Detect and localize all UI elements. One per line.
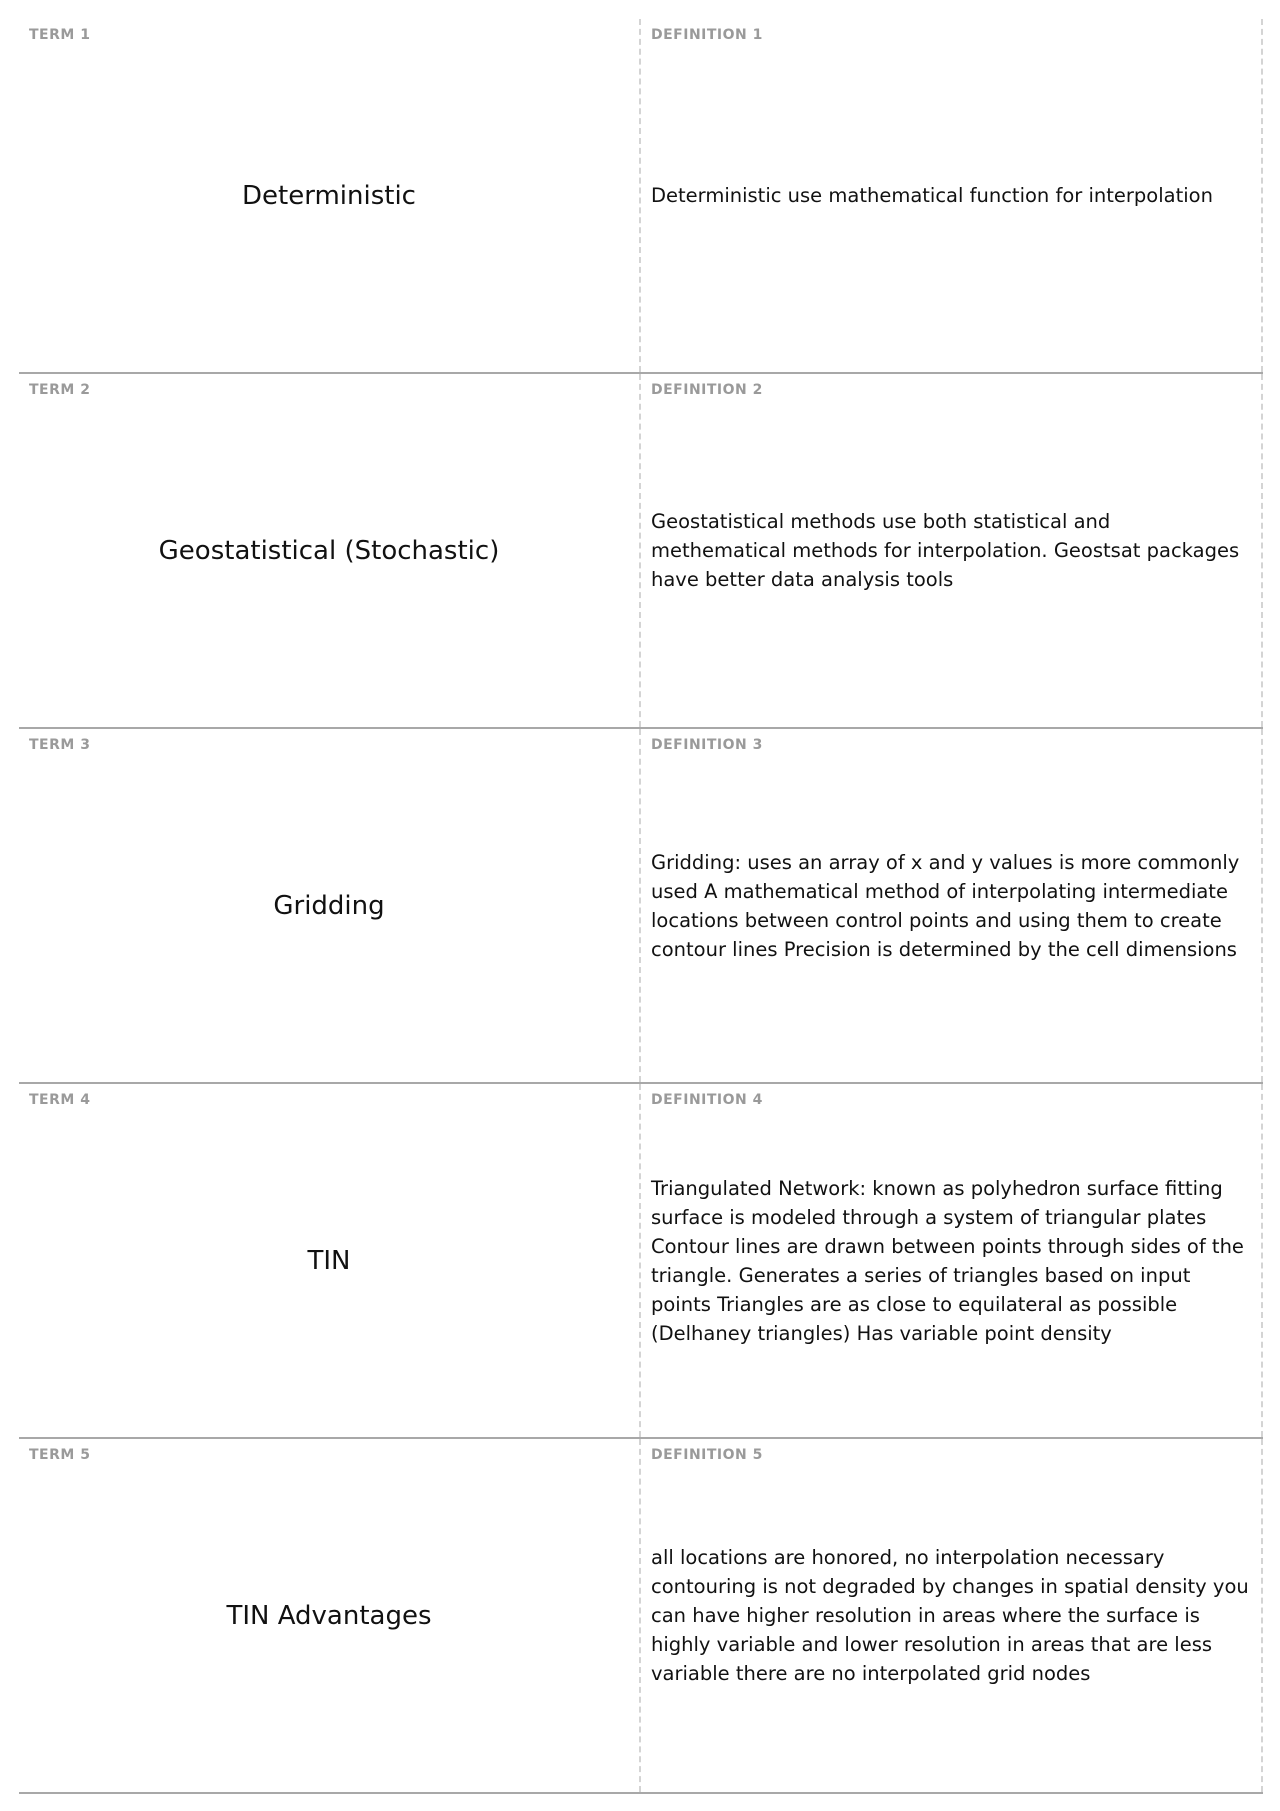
- flashcard-row: [19, 1084, 1263, 1439]
- definition-text: all locations are honored, no interpolation necessary contouring is not degraded by changes in spatial density you can have higher resolution in areas where the surface is highly variable and lower resolution in areas that are less variable there are no interpolated grid nodes: [651, 1546, 1249, 1685]
- flashcard-sheet: [19, 19, 1263, 1794]
- term-label: TERM 2: [29, 382, 91, 398]
- definition-label: DEFINITION 2: [651, 382, 763, 398]
- definition-label: DEFINITION 4: [651, 1092, 763, 1108]
- term-text: Gridding: [273, 890, 385, 921]
- term-cell: [19, 19, 641, 372]
- definition-text: Geostatistical methods use both statistical and methematical methods for interpolation. Geostsat packages have better data analysis tools: [651, 510, 1240, 591]
- term-label: TERM 3: [29, 737, 91, 753]
- definition-text-container: [651, 1439, 1251, 1792]
- definition-label: DEFINITION 1: [651, 27, 763, 43]
- definition-cell: [641, 1439, 1263, 1792]
- flashcard-row: [19, 374, 1263, 729]
- definition-text-container: [651, 19, 1251, 372]
- term-cell: [19, 1439, 641, 1792]
- term-cell: [19, 374, 641, 727]
- term-label: TERM 5: [29, 1447, 91, 1463]
- definition-cell: [641, 1084, 1263, 1437]
- definition-cell: [641, 729, 1263, 1082]
- definition-label: DEFINITION 5: [651, 1447, 763, 1463]
- term-cell: [19, 1084, 641, 1437]
- definition-label: DEFINITION 3: [651, 737, 763, 753]
- definition-cell: [641, 19, 1263, 372]
- definition-text: Triangulated Network: known as polyhedron surface fitting surface is modeled through a system of triangular plates Contour lines are drawn between points through sides of the triangle. Generates a series of triangles based on input points Triangles are as close to equilateral as possible (Delhaney triangles) Has variable point density: [651, 1176, 1244, 1345]
- term-cell: [19, 729, 641, 1082]
- definition-text-container: [651, 729, 1251, 1082]
- flashcard-row: [19, 729, 1263, 1084]
- flashcard-row: [19, 19, 1263, 374]
- term-text: TIN: [307, 1245, 351, 1276]
- definition-text-container: [651, 374, 1251, 727]
- definition-text: Deterministic use mathematical function for interpolation: [651, 184, 1213, 207]
- definition-cell: [641, 374, 1263, 727]
- term-text: TIN Advantages: [226, 1600, 432, 1631]
- flashcard-row: [19, 1439, 1263, 1794]
- term-label: TERM 4: [29, 1092, 91, 1108]
- term-text: Geostatistical (Stochastic): [158, 535, 500, 566]
- term-text: Deterministic: [242, 180, 416, 211]
- definition-text-container: [651, 1084, 1251, 1437]
- definition-text: Gridding: uses an array of x and y values is more commonly used A mathematical method of interpolating intermediate locations between control points and using them to create contour lines Precision is determined by the cell dimensions: [651, 850, 1240, 961]
- term-label: TERM 1: [29, 27, 91, 43]
